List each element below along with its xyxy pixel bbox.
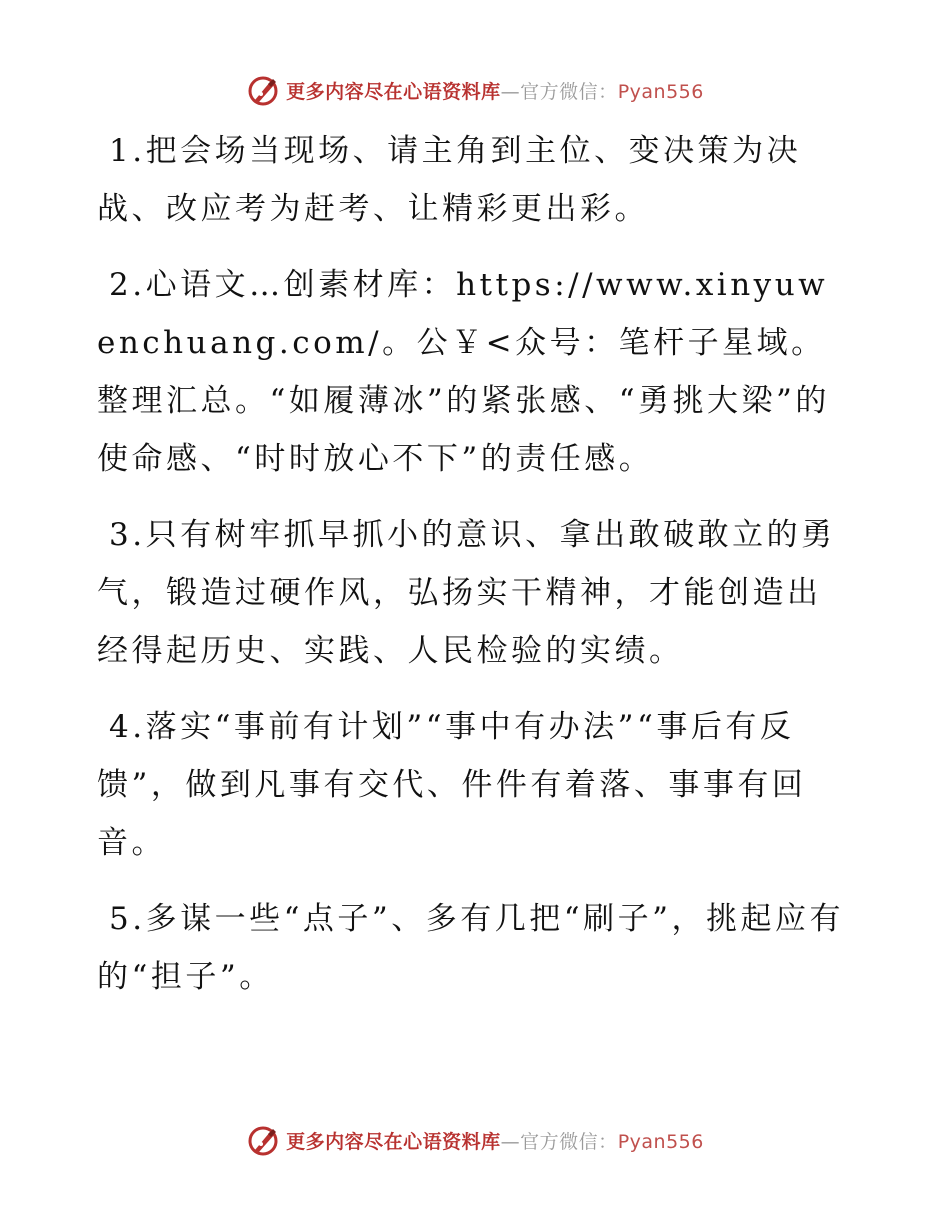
paragraph-3: 3.只有树牢抓早抓小的意识、拿出敢破敢立的勇气，锻造过硬作风，弘扬实干精神，才能创造出经得起历史、实践、人民检验的实绩。 <box>97 517 836 669</box>
header-banner-main: 更多内容尽在心语资料库 <box>286 80 501 103</box>
pen-nib-logo-icon <box>246 1123 280 1157</box>
paragraph-2: 2.心语文…创素材库：https://www.xinyuwenchuang.com/。公￥<众号：笔杆子星域。整理汇总。“如履薄冰”的紧张感、“勇挑大梁”的使命感、“时时放心不下”的责任感。 <box>97 267 830 477</box>
pen-nib-logo-icon <box>246 73 280 107</box>
header-banner-dash: —官方微信： <box>500 80 618 103</box>
footer-banner-id: Pyan556 <box>617 1130 704 1153</box>
footer-banner-main: 更多内容尽在心语资料库 <box>286 1130 501 1153</box>
paragraph-4: 4.落实“事前有计划”“事中有办法”“事后有反馈”，做到凡事有交代、件件有着落、事事有回音。 <box>97 709 807 861</box>
footer-banner-dash: —官方微信： <box>500 1130 618 1153</box>
paragraph-5: 5.多谋一些“点子”、多有几把“刷子”，挑起应有的“担子”。 <box>97 901 844 995</box>
header-banner-id: Pyan556 <box>617 80 704 103</box>
footer-banner-text <box>286 1127 704 1154</box>
header-banner <box>0 70 950 110</box>
footer-banner <box>0 1120 950 1160</box>
header-banner-text <box>286 77 704 104</box>
paragraph-1: 1.把会场当现场、请主角到主位、变决策为决战、改应考为赶考、让精彩更出彩。 <box>97 133 802 227</box>
document-body <box>97 122 849 1024</box>
